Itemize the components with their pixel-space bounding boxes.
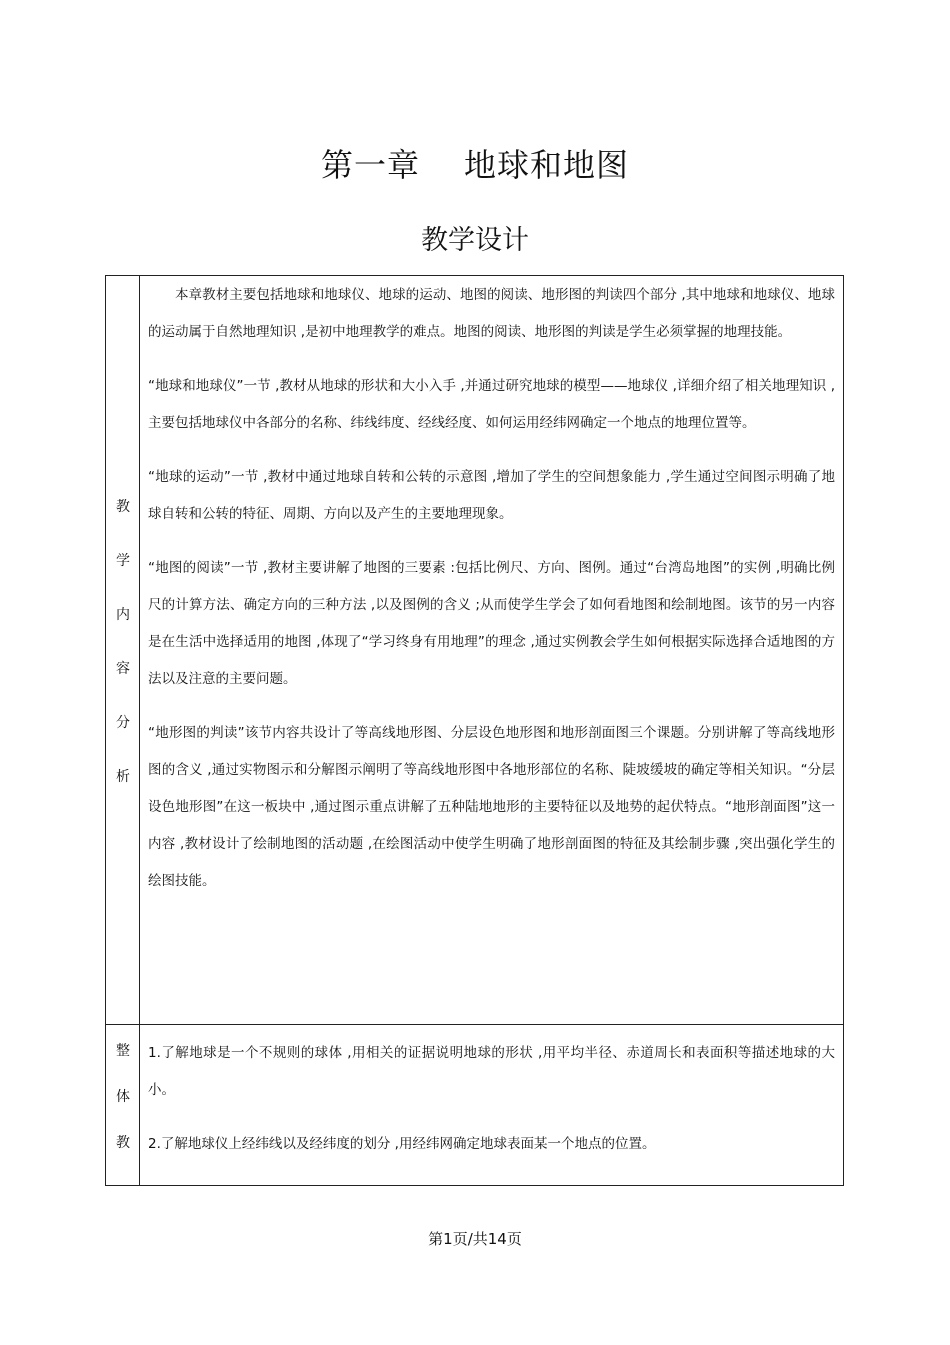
table-row-content-analysis — [106, 276, 843, 1025]
chapter-number: 第一章 — [320, 146, 420, 184]
lesson-table — [105, 275, 844, 1186]
page-number: 第1页/共14页 — [428, 1230, 522, 1248]
chapter-title — [0, 140, 950, 186]
overall-teaching-text — [148, 1035, 835, 1180]
row-label-content-analysis: 教 学 内 容 分 析 — [116, 499, 130, 785]
objective-item-2: 2.了解地球仪上经纬线以及经纬度的划分 ,用经纬网确定地球表面某一个地点的位置。 — [148, 1136, 656, 1152]
row-label-cell — [106, 276, 140, 1024]
paragraph-topographic-map-section: “地形图的判读”该节内容共设计了等高线地形图、分层设色地形图和地形剖面图三个课题。分别讲解了等高线地形图的含义 ,通过实物图示和分解图示阐明了等高线地形图中各地形部位的名称、陡坡缓坡的确定等相关知识。“分层设色地形图”在这一板块中 ,通过图示重点讲解了五种陆地地形的主要特征以及地势的起伏特点。“地形剖面图”这一内容 ,教材设计了绘制地图的活动题 ,在绘图活动中使学生明确了地形剖面图的特征及其绘制步骤 ,突出强化学生的绘图技能。 — [148, 725, 835, 889]
row-label-cell — [106, 1025, 140, 1185]
content-analysis-text — [148, 277, 835, 917]
table-row-overall-teaching — [106, 1025, 843, 1185]
chapter-name: 地球和地图 — [464, 146, 630, 184]
paragraph-chapter-overview: 本章教材主要包括地球和地球仪、地球的运动、地图的阅读、地形图的判读四个部分 ,其中地球和地球仪、地球的运动属于自然地理知识 ,是初中地理教学的难点。地图的阅读、地形图的判读是学生必须掌握的地理技能。 — [148, 287, 835, 340]
paragraph-map-reading-section: “地图的阅读”一节 ,教材主要讲解了地图的三要素 :包括比例尺、方向、图例。通过“台湾岛地图”的实例 ,明确比例尺的计算方法、确定方向的三种方法 ,以及图例的含义 ;从而使学生学会了如何看地图和绘制地图。该节的另一内容是在生活中选择适用的地图 ,体现了“学习终身有用地理”的理念 ,通过实例教会学生如何根据实际选择合适地图的方法以及注意的主要问题。 — [148, 560, 835, 687]
row-label-overall-teaching: 整 体 教 — [116, 1043, 130, 1151]
paragraph-globe-section: “地球和地球仪”一节 ,教材从地球的形状和大小入手 ,并通过研究地球的模型——地球仪 ,详细介绍了相关地理知识 ,主要包括地球仪中各部分的名称、纬线纬度、经线经度、如何运用经纬网确定一个地点的地理位置等。 — [148, 378, 835, 431]
paragraph-earth-motion-section: “地球的运动”一节 ,教材中通过地球自转和公转的示意图 ,增加了学生的空间想象能力 ,学生通过空间图示明确了地球自转和公转的特征、周期、方向以及产生的主要地理现象。 — [148, 469, 835, 522]
objective-item-1: 1.了解地球是一个不规则的球体 ,用相关的证据说明地球的形状 ,用平均半径、赤道周长和表面积等描述地球的大小。 — [148, 1045, 835, 1098]
document-subtitle: 教学设计 — [421, 225, 529, 256]
